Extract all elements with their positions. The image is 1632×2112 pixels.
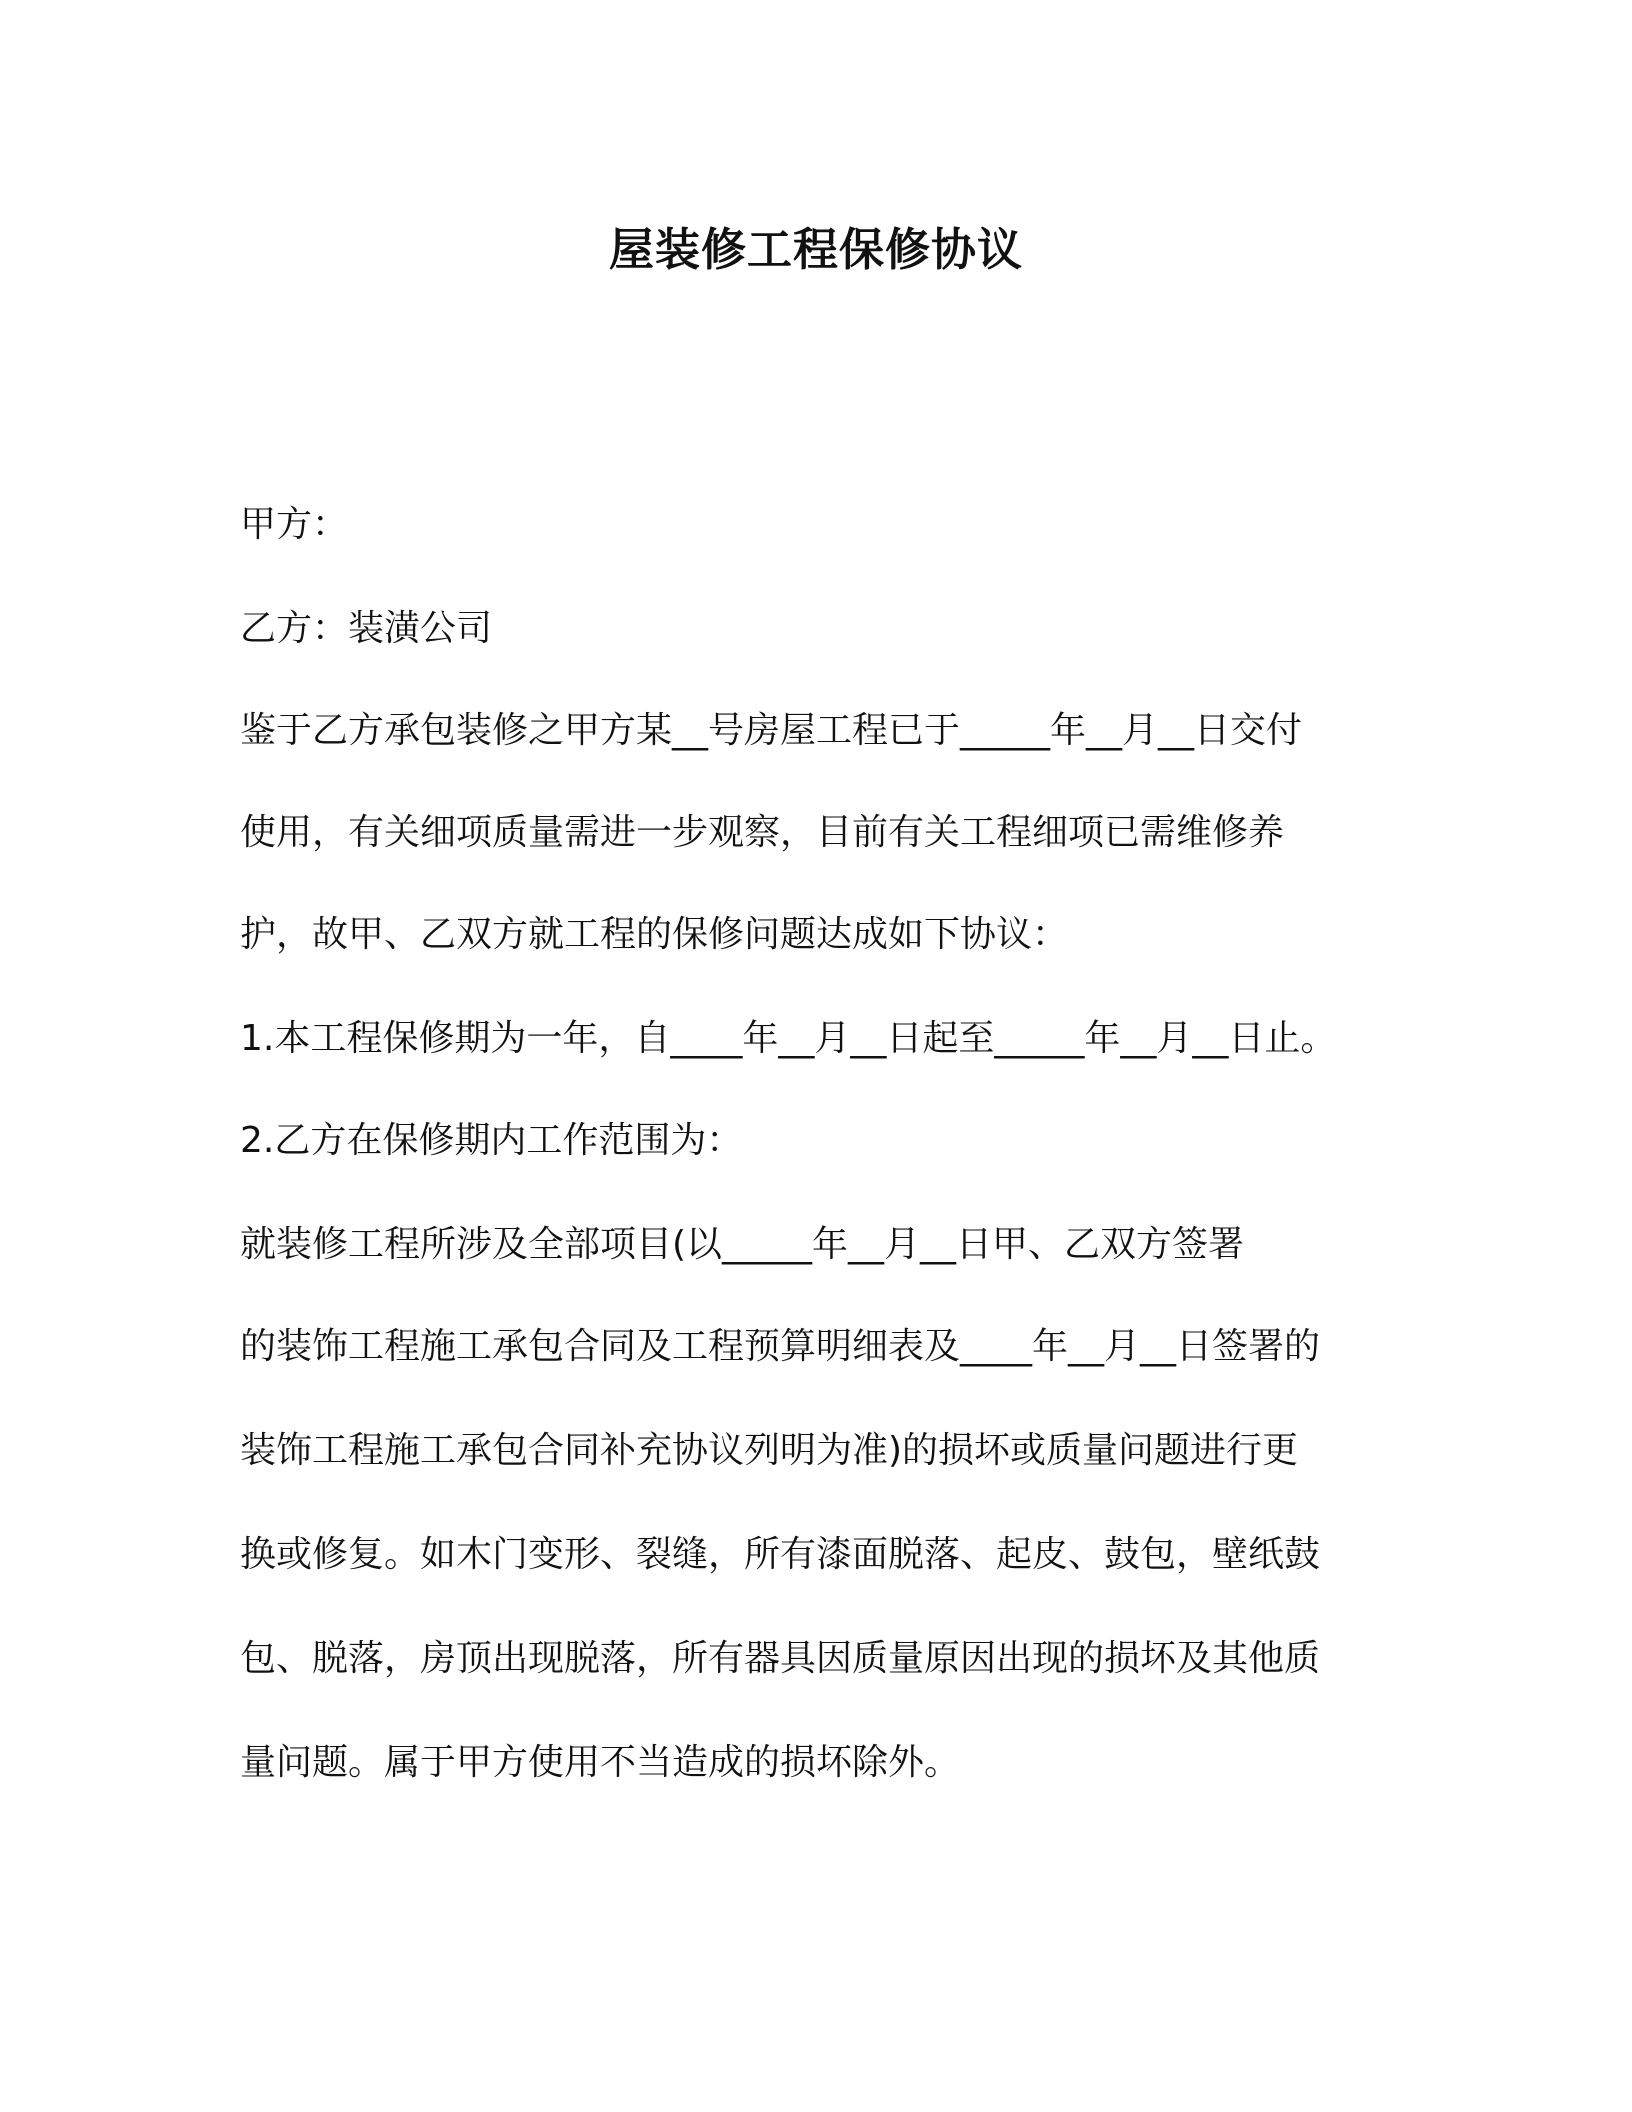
clause-2-heading: 2.乙方在保修期内工作范围为： — [240, 1120, 743, 1161]
document-title: 屋装修工程保修协议 — [608, 223, 1023, 276]
body-line: 使用，有关细项质量需进一步观察，目前有关工程细项已需维修养 — [240, 812, 1285, 853]
clause-1: 1.本工程保修期为一年，自____年__月__日起至_____年__月__日止。 — [240, 1018, 1337, 1059]
body-line: 就装修工程所涉及全部项目(以_____年__月__日甲、乙双方签署 — [240, 1224, 1245, 1265]
party-b-line: 乙方：装潢公司 — [240, 608, 493, 649]
body-line: 护，故甲、乙双方就工程的保修问题达成如下协议： — [240, 914, 1069, 955]
body-line: 的装饰工程施工承包合同及工程预算明细表及____年__月__日签署的 — [240, 1326, 1321, 1367]
body-line: 装饰工程施工承包合同补充协议列明为准)的损坏或质量问题进行更 — [240, 1430, 1299, 1471]
body-line: 包、脱落，房顶出现脱落，所有器具因质量原因出现的损坏及其他质 — [240, 1638, 1321, 1679]
body-line: 量问题。属于甲方使用不当造成的损坏除外。 — [240, 1742, 961, 1783]
body-line: 鉴于乙方承包装修之甲方某__号房屋工程已于_____年__月__日交付 — [240, 710, 1303, 751]
party-a-line: 甲方： — [240, 504, 349, 545]
body-line: 换或修复。如木门变形、裂缝，所有漆面脱落、起皮、鼓包，壁纸鼓 — [240, 1534, 1321, 1575]
